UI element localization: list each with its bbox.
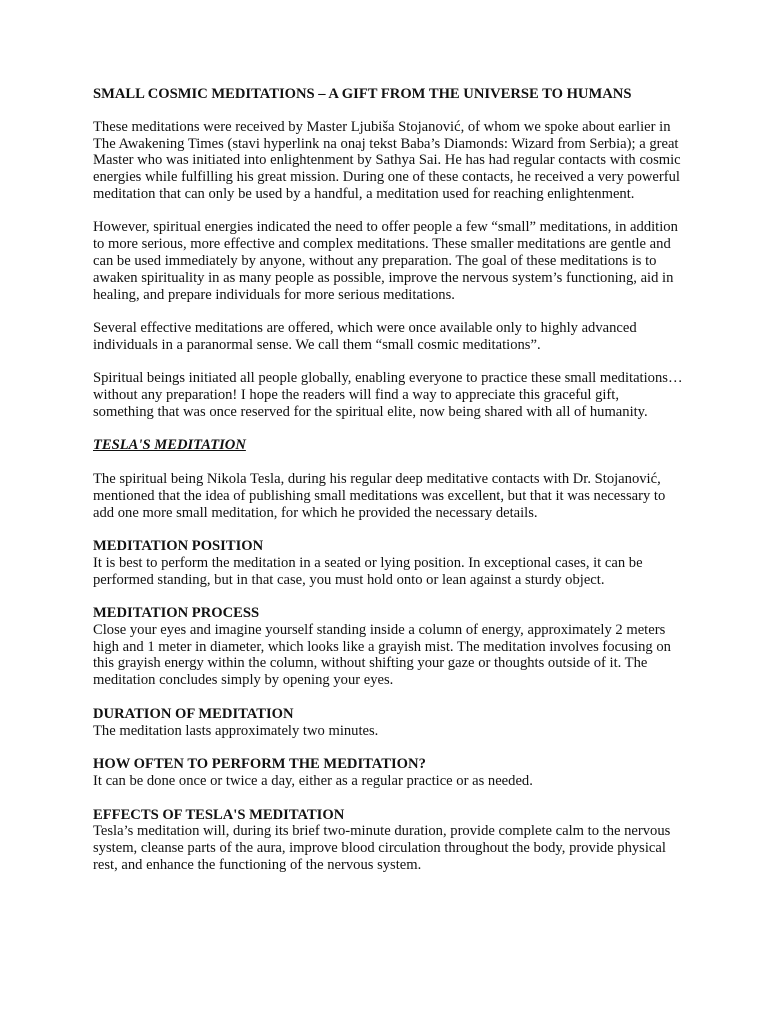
document-title: SMALL COSMIC MEDITATIONS – A GIFT FROM THE UNIVERSE TO HUMANS (93, 86, 632, 102)
section-body: It can be done once or twice a day, either as a regular practice or as needed. (93, 773, 533, 790)
section-heading: DURATION OF MEDITATION (93, 705, 294, 722)
document-page (93, 86, 683, 891)
section-heading: EFFECTS OF TESLA'S MEDITATION (93, 806, 345, 823)
section-subtitle: TESLA'S MEDITATION (93, 437, 246, 454)
section-frequency (93, 756, 683, 790)
intro-paragraph: However, spiritual energies indicated the need to offer people a few “small” meditations, in addition to more serious, more effective and complex meditations. These smaller meditations are gentle and can be used immediately by anyone, without any preparation. The goal of these meditations is to awaken spirituality in as many people as possible, improve the nervous system’s functioning, aid in healing, and prepare individuals for more serious meditations. (93, 219, 678, 303)
section-meditation-position (93, 538, 683, 588)
section-heading: MEDITATION POSITION (93, 537, 264, 554)
section-duration (93, 706, 683, 740)
section-body: It is best to perform the meditation in a seated or lying position. In exceptional cases, it can be performed standing, but in that case, you must hold onto or lean against a sturdy object. (93, 554, 643, 588)
tesla-paragraph: The spiritual being Nikola Tesla, during his regular deep meditative contacts with Dr. Stojanović, mentioned that the idea of publishing small meditations was excellent, but that it was necessary to add one more small meditation, for which he provided the necessary details. (93, 470, 666, 521)
intro-paragraph: These meditations were received by Master Ljubiša Stojanović, of whom we spoke about earlier in The Awakening Times (stavi hyperlink na onaj tekst Baba’s Diamonds: Wizard from Serbia); a great Master who was initiated into enlightenment by Sathya Sai. He has had regular contacts with cosmic energies while fulfilling his great mission. During one of these contacts, he received a very powerful meditation that can only be used by a handful, a meditation used for reaching enlightenment. (93, 118, 681, 202)
section-body: Close your eyes and imagine yourself standing inside a column of energy, approximately 2 meters high and 1 meter in diameter, which looks like a grayish mist. The meditation involves focusing on this grayish energy within the column, without shifting your gaze or thoughts outside of it. The meditation concludes simply by opening your eyes. (93, 621, 671, 689)
section-body: Tesla’s meditation will, during its brief two-minute duration, provide complete calm to the nervous system, cleanse parts of the aura, improve blood circulation throughout the body, provide physical rest, and enhance the functioning of the nervous system. (93, 823, 671, 874)
intro-paragraph: Several effective meditations are offered, which were once available only to highly advanced individuals in a paranormal sense. We call them “small cosmic meditations”. (93, 319, 637, 353)
section-meditation-process (93, 605, 683, 689)
section-effects (93, 807, 683, 874)
section-heading: MEDITATION PROCESS (93, 605, 260, 622)
section-heading: HOW OFTEN TO PERFORM THE MEDITATION? (93, 756, 426, 773)
intro-paragraph: Spiritual beings initiated all people globally, enabling everyone to practice these small meditations… without any preparation! I hope the readers will find a way to appreciate this graceful gift, something that was once reserved for the spiritual elite, now being shared with all of humanity. (93, 370, 683, 420)
section-body: The meditation lasts approximately two minutes. (93, 722, 379, 739)
